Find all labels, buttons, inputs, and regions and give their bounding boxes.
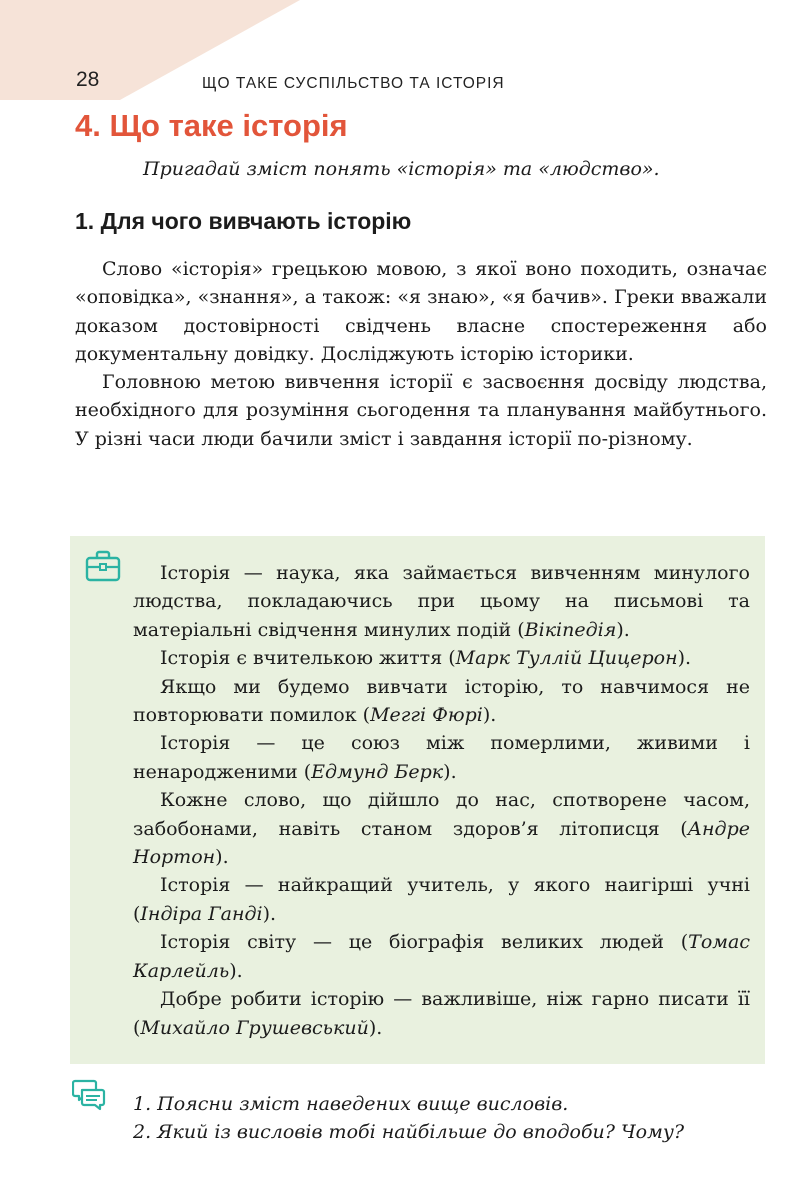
running-header: ЩО ТАКЕ СУСПІЛЬСТВО ТА ІСТОРІЯ (202, 75, 505, 92)
body-text (75, 255, 767, 453)
quotes-list (133, 559, 750, 1042)
quote-author: Індіра Ганді (140, 902, 263, 925)
quote: Якщо ми будемо вивчати історію, то навчимося не повторювати помилок (Меггі Фюрі). (133, 675, 750, 727)
chat-icon (72, 1077, 106, 1111)
quote-author: Томас Карлейль (133, 931, 750, 982)
quote: Історія є вчителькою життя (Марк Туллій Цицерон). (160, 647, 692, 670)
quote: Історія — наука, яка займається вивченням минулого людства, покладаючись при цьому на письмові та матеріальні свідчення минулих подій (Вікіпедія). (133, 562, 750, 641)
briefcase-icon (85, 549, 121, 583)
question: 1. Поясни зміст наведених вище висловів. (133, 1093, 569, 1115)
paragraph: Слово «історія» грецькою мовою, з якої воно походить, означає «оповідка», «знання», а також: «я знаю», «я бачив». Греки вважали доказом достовірності свідчень власне спостереження або документальну довідку. Досліджують історію історики. (75, 258, 767, 365)
quote: Історія світу — це біографія великих людей (Томас Карлейль). (133, 931, 750, 982)
paragraph: Головною метою вивчення історії є засвоєння досвіду людства, необхідного для розуміння сьогодення та планування майбутнього. У різні часи люди бачили зміст і завдання історії по-різному. (75, 371, 767, 450)
quote-author: Михайло Грушевський (140, 1016, 369, 1039)
question: 2. Який із висловів тобі найбільше до вподоби? Чому? (133, 1121, 685, 1143)
quote-author: Меггі Фюрі (370, 704, 483, 727)
quote-author: Едмунд Берк (311, 760, 444, 783)
questions (133, 1090, 773, 1146)
quote: Добре робити історію — важливіше, ніж гарно писати її (Михайло Грушевський). (133, 988, 750, 1039)
quote: Історія — найкращий учитель, у якого наигірші учні (Індіра Ганді). (133, 874, 750, 925)
intro-prompt: Пригадай зміст понять «історія» та «людство». (143, 158, 660, 180)
chapter-title: 4. Що таке історія (75, 108, 348, 143)
quote-author: Андре Нортон (133, 817, 750, 869)
page-number: 28 (76, 68, 100, 91)
quote: Історія — це союз між померлими, живими і ненародженими (Едмунд Берк). (133, 732, 750, 783)
section-title: 1. Для чого вивчають історію (75, 208, 412, 234)
quote: Кожне слово, що дійшло до нас, спотворене часом, забобонами, навіть станом здоров’я літописця (Андре Нортон). (133, 789, 750, 869)
quote-author: Марк Туллій Цицерон (455, 647, 678, 670)
quote-author: Вікіпедія (524, 618, 617, 641)
